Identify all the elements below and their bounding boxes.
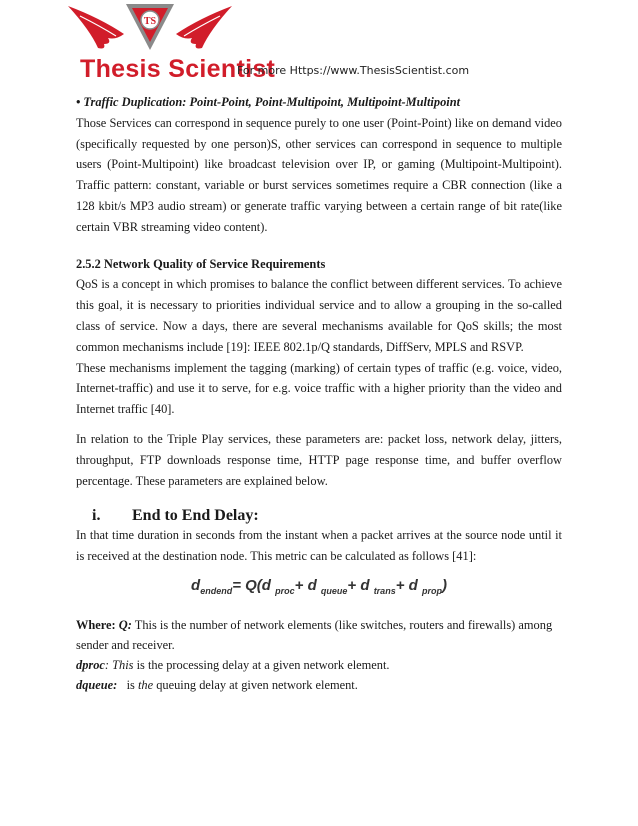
formula-lhs-sub: endend — [200, 585, 233, 596]
dproc-text: is the processing delay at a given network element. — [133, 657, 390, 672]
list-number: i. — [92, 507, 101, 525]
dproc-colon: : — [104, 657, 113, 672]
qos-paragraph-2: These mechanisms implement the tagging (marking) of certain types of traffic (e.g. voice, video, Internet-traffic) and use it to serve, for e.g. voice traffic with a higher priority than the video and Internet traffic [40]. — [76, 360, 562, 417]
dqueue-the: the — [137, 677, 154, 692]
qos-section-heading: 2.5.2 Network Quality of Service Requirements — [76, 256, 326, 271]
formula-prop-sub: prop — [421, 585, 442, 596]
where-text: This is the number of network elements (like switches, routers and firewalls) among sender and receiver. — [76, 617, 553, 652]
end-to-end-delay-paragraph: In that time duration in seconds from the instant when a packet arrives at the source node until it is received at the destination node. This metric can be calculated as follows [41]: — [76, 528, 562, 564]
dproc-label: dproc — [76, 657, 105, 672]
formula-eq: = Q(d — [232, 576, 276, 594]
where-q-definition — [76, 615, 562, 655]
svg-text:TS: TS — [143, 16, 157, 27]
qos-paragraph-3: In relation to the Triple Play services, these parameters are: packet loss, network delay, jitters, throughput, FTP downloads response time, HTTP page response time, and buffer overflow percentage. These parameters are explained below. — [76, 431, 562, 488]
dqueue-definition — [76, 675, 562, 695]
formula-plus-1: + d — [294, 576, 321, 594]
brand-name: Thesis Scientist — [80, 55, 276, 83]
delay-formula — [76, 577, 562, 607]
formula-lhs: d — [191, 576, 201, 594]
traffic-duplication-paragraph: Those Services can correspond in sequence purely to one user (Point-Point) like on demand video (specifically requested by one person)S, other services can correspond in sequence to multiple users (Point-Multipoint) like broadcast television over IP, or gaming (Multipoint-Multipoint). Traffic pattern: constant, variable or burst services sometimes require a CBR connection (like a 128 kbit/s MP3 audio stream) or generate traffic varying between a certain range of bit rate(like certain VBR streaming video content). — [76, 115, 562, 234]
traffic-duplication-heading: • Traffic Duplication: Point-Point, Point-Multipoint, Multipoint-Multipoint — [76, 95, 461, 109]
end-to-end-delay-heading — [76, 507, 562, 525]
formula-trans-sub: trans — [373, 585, 396, 596]
formula-plus-2: + d — [347, 576, 374, 594]
formula-plus-3: + d — [395, 576, 422, 594]
website-url[interactable]: For more Https://www.ThesisScientist.com — [237, 64, 470, 77]
page-header — [0, 0, 638, 90]
dproc-this: This — [112, 657, 134, 672]
dqueue-label: dqueue: — [76, 677, 118, 692]
document-body — [76, 92, 562, 695]
dqueue-text: queuing delay at given network element. — [153, 677, 358, 692]
qos-paragraph-1: QoS is a concept in which promises to balance the conflict between different services. To achieve this goal, it is necessary to priorities individual service and to allow a grouping in the so-called class of service. Now a days, there are several mechanisms available for QoS skills; the most common mechanisms include [19]: IEEE 802.1p/Q standards, DiffServ, MPLS and RSVP. — [76, 277, 562, 354]
dqueue-is: is — [117, 677, 138, 692]
formula-proc-sub: proc — [275, 585, 295, 596]
formula-queue-sub: queue — [320, 585, 348, 596]
list-title: End to End Delay: — [132, 507, 259, 525]
where-label: Where: — [76, 617, 116, 632]
where-var: Q: — [118, 617, 132, 632]
dproc-definition — [76, 655, 562, 675]
formula-close: ) — [441, 576, 447, 594]
